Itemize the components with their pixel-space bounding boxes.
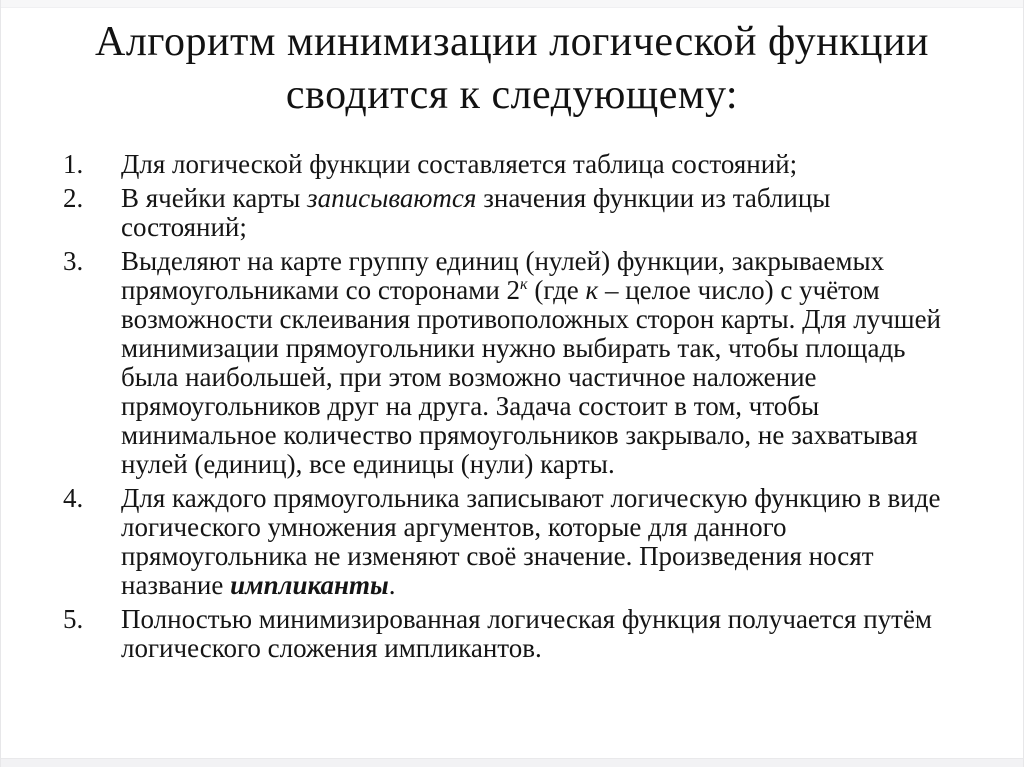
slide-title [1, 0, 1023, 122]
slide-title-line-2: сводится к следующему: [285, 72, 739, 118]
text-segment: значения функции из таблицы состояний; [121, 183, 831, 242]
text-segment: . [388, 570, 396, 600]
list-item-number: 2. [63, 183, 84, 213]
list-item [63, 605, 1023, 663]
text-segment: к [585, 275, 599, 305]
list-item [63, 184, 1023, 242]
algorithm-list [1, 122, 1023, 663]
list-item [63, 484, 1023, 600]
text-segment: записываются [307, 183, 477, 213]
list-item-text [121, 484, 941, 600]
text-segment: к [520, 275, 528, 293]
list-item-number: 1. [63, 149, 84, 179]
text-segment: Для каждого прямоугольника записывают логическую функцию в виде логического умножения аргументов, которые для данного прямоугольника не изменяют своё значение. Произведения носят название [121, 483, 941, 600]
text-segment: – целое число) с учётом возможности склеивания противоположных сторон карты. Для лучшей минимизации прямоугольники нужно выбирать так, чтобы площадь была наибольшей, при этом возможно частичное наложение прямоугольников друг на друга. Задача состоит в том, чтобы минимальное количество прямоугольников закрывало, не захватывая нулей (единиц), все единицы (нули) карты. [121, 275, 942, 479]
list-item-text [121, 247, 941, 479]
text-segment: Для логической функции составляется таблица состояний; [121, 149, 798, 179]
list-item-number: 4. [63, 483, 84, 513]
text-segment: (где [527, 275, 586, 305]
slide-title-line-1: Алгоритм минимизации логической функции [95, 19, 929, 65]
list-item-text [121, 150, 941, 179]
list-item-number: 3. [63, 246, 84, 276]
list-item [63, 247, 1023, 479]
list-item-number: 5. [63, 604, 84, 634]
text-segment: Выделяют на карте группу единиц (нулей) функции, закрываемых прямоугольниками со сторонами 2 [121, 246, 885, 305]
list-item-text [121, 184, 941, 242]
slide-bottom-edge [1, 758, 1023, 767]
text-segment: импликанты [230, 570, 389, 600]
list-item [63, 150, 1023, 179]
slide-top-edge [1, 0, 1023, 8]
text-segment: В ячейки карты [121, 183, 308, 213]
text-segment: Полностью минимизированная логическая функция получается путём логического сложения импликантов. [121, 604, 933, 663]
list-item-text [121, 605, 941, 663]
